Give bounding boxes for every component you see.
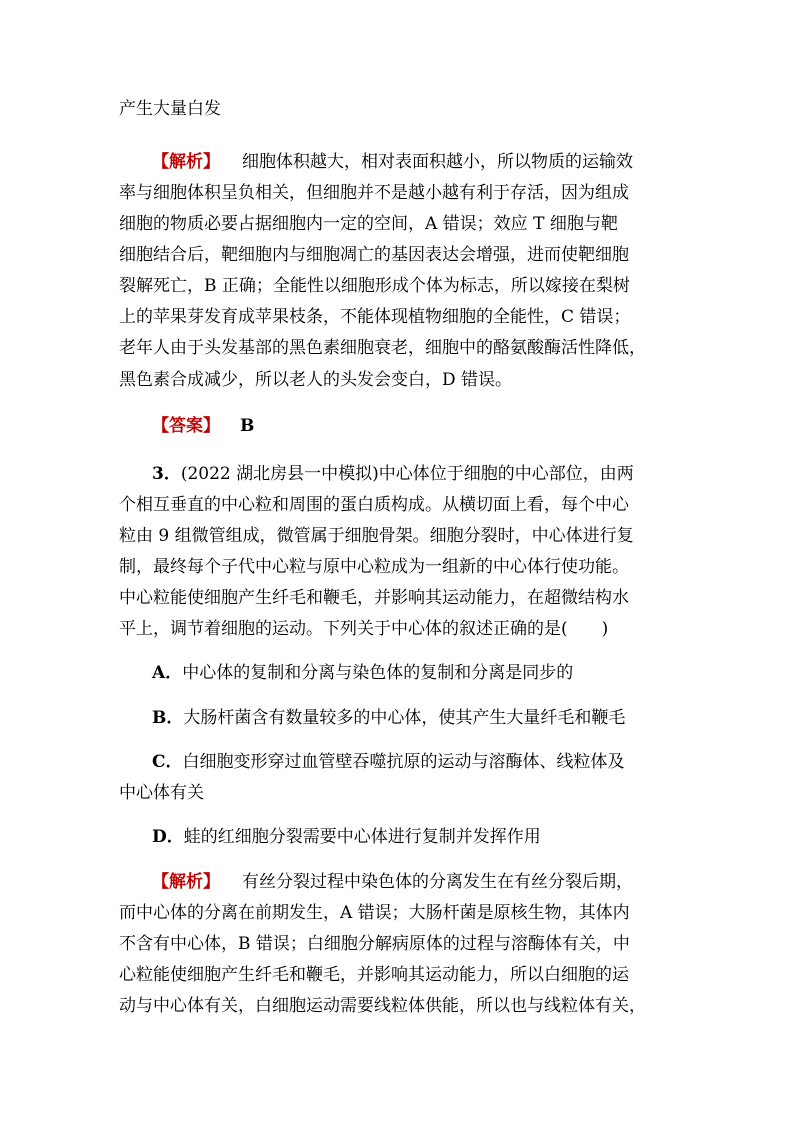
option-b: [152, 708, 625, 728]
analysis2-line-4: 动与中心体有关，白细胞运动需要线粒体供能，所以也与线粒体有关，: [119, 996, 646, 1016]
question3-number: 3．: [152, 464, 181, 484]
option-a-text: 中心体的复制和分离与染色体的复制和分离是同步的: [182, 663, 574, 683]
analysis1-line-7: 黑色素合成减少，所以老人的头发会变白，D 错误。: [119, 370, 513, 390]
option-d-letter: D．: [152, 827, 184, 847]
option-a: [152, 663, 573, 683]
analysis2-line-3: 心粒能使细胞产生纤毛和鞭毛，并影响其运动能力，所以白细胞的运: [119, 965, 629, 985]
analysis2-line-2: 不含有中心体，B 错误；白细胞分解病原体的过程与溶酶体有关，中: [119, 934, 630, 954]
analysis1-line-0: 细胞体积越大，相对表面积越小，所以物质的运输效: [242, 152, 633, 172]
option-c-letter: C．: [152, 752, 183, 772]
option-a-letter: A．: [152, 663, 183, 683]
question3-line-1: 个相互垂直的中心粒和周围的蛋白质构成。从横切面上看，每个中心: [119, 495, 629, 515]
analysis2-first-line: [152, 872, 633, 892]
option-d: [152, 827, 541, 847]
question3-line-4: 中心粒能使细胞产生纤毛和鞭毛，并影响其运动能力，在超微结构水: [119, 588, 629, 608]
continuation-text: 产生大量白发: [119, 99, 221, 119]
analysis1-line-3: 细胞结合后，靶细胞内与细胞凋亡的基因表达会增强，进而使靶细胞: [119, 245, 629, 265]
question3-first-line: [152, 464, 634, 484]
analysis2-label: 【解析】: [152, 872, 220, 892]
analysis1-line-6: 老年人由于头发基部的黑色素细胞衰老，细胞中的酪氨酸酶活性降低，: [119, 338, 646, 358]
option-d-text: 蛙的红细胞分裂需要中心体进行复制并发挥作用: [183, 827, 541, 847]
answer1-value: B: [240, 416, 255, 436]
option-c-text: 白细胞变形穿过血管壁吞噬抗原的运动与溶酶体、线粒体及: [182, 752, 625, 772]
analysis1-line-1: 率与细胞体积呈负相关，但细胞并不是越小越有利于存活，因为组成: [119, 183, 629, 203]
option-b-letter: B．: [152, 708, 184, 728]
question3-line-2: 粒由 9 组微管组成，微管属于细胞骨架。细胞分裂时，中心体进行复: [119, 526, 634, 546]
answer1: [152, 416, 254, 436]
option-c: [152, 752, 625, 772]
analysis1-first-line: [152, 152, 633, 172]
analysis1-line-5: 上的苹果芽发育成苹果枝条，不能体现植物细胞的全能性，C 错误；: [119, 307, 631, 327]
analysis2-line-0: 有丝分裂过程中染色体的分离发生在有丝分裂后期，: [242, 872, 633, 892]
question3-line-3: 制，最终每个子代中心粒与原中心粒成为一组新的中心体行使功能。: [119, 557, 629, 577]
analysis2-line-1: 而中心体的分离在前期发生，A 错误；大肠杆菌是原核生物，其体内: [119, 903, 630, 923]
question3-line-0: (2022 湖北房县一中模拟)中心体位于细胞的中心部位，由两: [180, 464, 634, 484]
analysis1-label: 【解析】: [152, 152, 220, 172]
option-c-text-continued: 中心体有关: [119, 783, 204, 803]
analysis1-line-2: 细胞的物质必要占据细胞内一定的空间，A 错误；效应 T 细胞与靶: [119, 214, 618, 234]
answer1-label: 【答案】: [152, 416, 220, 436]
analysis1-line-4: 裂解死亡，B 正确；全能性以细胞形成个体为标志，所以嫁接在梨树: [119, 276, 630, 296]
option-b-text: 大肠杆菌含有数量较多的中心体，使其产生大量纤毛和鞭毛: [183, 708, 626, 728]
question3-line-5: 平上，调节着细胞的运动。下列关于中心体的叙述正确的是( ): [119, 619, 609, 639]
